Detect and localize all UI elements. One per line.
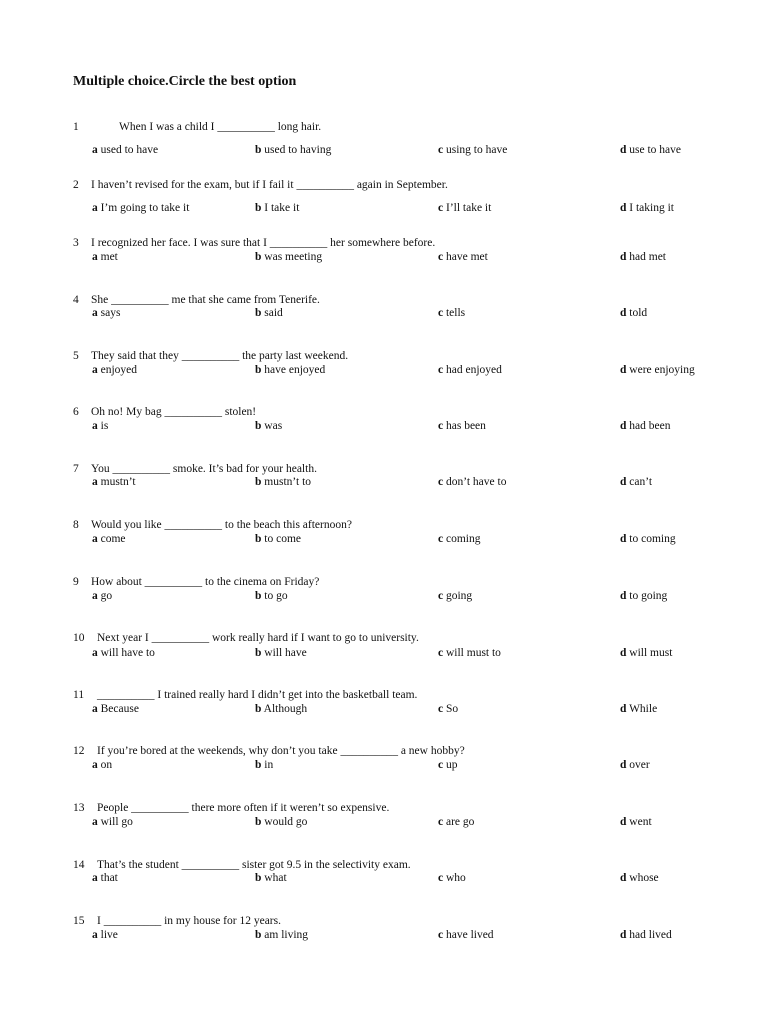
option-9-b[interactable] <box>255 589 288 603</box>
question-text: I recognized her face. I was sure that I __________ her somewhere before. <box>91 237 436 249</box>
option-letter: a <box>92 202 98 214</box>
option-letter: b <box>255 307 262 319</box>
option-letter: b <box>255 703 262 715</box>
option-2-c[interactable] <box>438 201 491 215</box>
option-letter: d <box>620 307 627 319</box>
option-10-a[interactable] <box>92 646 155 660</box>
option-letter: c <box>438 872 444 884</box>
option-7-b[interactable] <box>255 475 311 489</box>
option-letter: d <box>620 872 627 884</box>
option-4-a[interactable] <box>92 306 120 320</box>
question-14 <box>73 858 411 872</box>
question-text: Oh no! My bag __________ stolen! <box>91 406 257 418</box>
option-letter: c <box>438 759 444 771</box>
question-number: 12 <box>73 745 85 757</box>
option-5-d[interactable] <box>620 363 695 377</box>
option-9-a[interactable] <box>92 589 112 603</box>
question-2 <box>73 178 448 192</box>
question-15 <box>73 914 281 928</box>
option-text: that <box>100 872 118 884</box>
option-letter: b <box>255 251 262 263</box>
option-text: I take it <box>264 202 300 214</box>
option-12-a[interactable] <box>92 758 112 772</box>
option-text: was <box>264 420 283 432</box>
option-14-b[interactable] <box>255 871 287 885</box>
option-letter: a <box>92 476 98 488</box>
option-11-d[interactable] <box>620 702 657 716</box>
option-text: mustn’t to <box>264 476 312 488</box>
option-text: live <box>100 929 118 941</box>
option-letter: b <box>255 202 262 214</box>
option-letter: c <box>438 816 444 828</box>
option-11-c[interactable] <box>438 702 458 716</box>
option-15-a[interactable] <box>92 928 118 942</box>
question-11 <box>73 688 417 702</box>
option-text: I’ll take it <box>445 202 492 214</box>
option-text: While <box>629 703 658 715</box>
question-number: 14 <box>73 859 85 871</box>
option-letter: b <box>255 929 262 941</box>
option-12-d[interactable] <box>620 758 650 772</box>
option-text: come <box>100 533 126 545</box>
option-12-c[interactable] <box>438 758 457 772</box>
option-text: go <box>100 590 113 602</box>
option-letter: a <box>92 590 98 602</box>
question-12 <box>73 744 465 758</box>
option-7-a[interactable] <box>92 475 136 489</box>
option-text: Because <box>100 703 139 715</box>
option-text: had enjoyed <box>445 364 502 376</box>
option-letter: c <box>438 647 444 659</box>
option-6-d[interactable] <box>620 419 670 433</box>
option-text: to coming <box>629 533 676 545</box>
option-letter: a <box>92 929 98 941</box>
option-14-c[interactable] <box>438 871 466 885</box>
option-letter: a <box>92 703 98 715</box>
option-letter: d <box>620 364 627 376</box>
question-number: 15 <box>73 915 85 927</box>
question-number: 6 <box>73 406 79 418</box>
question-number: 3 <box>73 237 79 249</box>
option-letter: a <box>92 307 98 319</box>
question-text: I haven’t revised for the exam, but if I fail it __________ again in September. <box>91 179 448 191</box>
option-text: mustn’t <box>100 476 136 488</box>
option-letter: a <box>92 647 98 659</box>
option-text: said <box>264 307 283 319</box>
option-4-b[interactable] <box>255 306 283 320</box>
question-text: Would you like __________ to the beach this afternoon? <box>91 519 352 531</box>
question-number: 1 <box>73 121 79 133</box>
option-1-a[interactable] <box>92 143 158 157</box>
option-10-d[interactable] <box>620 646 672 660</box>
option-11-b[interactable] <box>255 702 307 716</box>
option-letter: b <box>255 144 262 156</box>
option-letter: c <box>438 533 444 545</box>
question-text: You __________ smoke. It’s bad for your health. <box>91 463 317 475</box>
question-5 <box>73 349 348 363</box>
option-text: to going <box>629 590 668 602</box>
option-text: have met <box>445 251 488 263</box>
option-letter: c <box>438 251 444 263</box>
option-text: I’m going to take it <box>100 202 190 214</box>
option-letter: b <box>255 872 262 884</box>
option-letter: b <box>255 816 262 828</box>
option-text: have lived <box>445 929 494 941</box>
option-text: met <box>100 251 118 263</box>
option-10-b[interactable] <box>255 646 307 660</box>
option-text: had lived <box>629 929 672 941</box>
option-text: to come <box>264 533 302 545</box>
option-6-c[interactable] <box>438 419 486 433</box>
question-number: 5 <box>73 350 79 362</box>
option-letter: d <box>620 703 627 715</box>
option-8-c[interactable] <box>438 532 480 546</box>
question-number: 11 <box>73 689 85 701</box>
question-number: 9 <box>73 576 79 588</box>
question-3 <box>73 236 435 250</box>
option-text: had been <box>629 420 671 432</box>
question-13 <box>73 801 389 815</box>
option-text: in <box>264 759 274 771</box>
option-letter: b <box>255 364 262 376</box>
option-text: coming <box>445 533 481 545</box>
option-text: will must <box>629 647 673 659</box>
option-10-c[interactable] <box>438 646 501 660</box>
option-13-a[interactable] <box>92 815 133 829</box>
question-text: __________ I trained really hard I didn’t get into the basketball team. <box>97 689 418 701</box>
option-14-a[interactable] <box>92 871 118 885</box>
option-letter: a <box>92 251 98 263</box>
option-letter: b <box>255 590 262 602</box>
option-text: use to have <box>629 144 682 156</box>
option-letter: d <box>620 476 627 488</box>
question-text: I __________ in my house for 12 years. <box>97 915 281 927</box>
option-text: up <box>445 759 458 771</box>
option-text: were enjoying <box>629 364 695 376</box>
page-title: Multiple choice.Circle the best option <box>73 74 297 89</box>
option-letter: c <box>438 590 444 602</box>
option-text: don’t have to <box>445 476 507 488</box>
option-text: enjoyed <box>100 364 138 376</box>
question-text: Next year I __________ work really hard if I want to go to university. <box>97 632 419 644</box>
question-number: 10 <box>73 632 85 644</box>
option-text: Although <box>263 703 308 715</box>
question-text: She __________ me that she came from Tenerife. <box>91 294 320 306</box>
option-letter: c <box>438 703 444 715</box>
option-15-b[interactable] <box>255 928 308 942</box>
question-4 <box>73 293 320 307</box>
option-text: will have to <box>100 647 155 659</box>
option-text: used to having <box>264 144 332 156</box>
option-text: used to have <box>100 144 159 156</box>
option-1-d[interactable] <box>620 143 681 157</box>
option-text: am living <box>264 929 309 941</box>
option-3-c[interactable] <box>438 250 488 264</box>
option-text: are go <box>445 816 475 828</box>
option-1-c[interactable] <box>438 143 507 157</box>
option-letter: c <box>438 202 444 214</box>
option-letter: a <box>92 533 98 545</box>
question-text: When I was a child I __________ long hair. <box>119 121 322 133</box>
option-text: who <box>445 872 466 884</box>
option-text: going <box>445 590 473 602</box>
option-letter: d <box>620 929 627 941</box>
option-letter: a <box>92 872 98 884</box>
question-8 <box>73 518 352 532</box>
question-text: They said that they __________ the party last weekend. <box>91 350 349 362</box>
option-text: I taking it <box>629 202 674 214</box>
option-letter: d <box>620 647 627 659</box>
option-3-a[interactable] <box>92 250 118 264</box>
option-letter: a <box>92 144 98 156</box>
option-text: tells <box>445 307 466 319</box>
option-text: So <box>445 703 459 715</box>
question-number: 8 <box>73 519 79 531</box>
option-text: what <box>264 872 287 884</box>
option-letter: b <box>255 759 262 771</box>
option-letter: a <box>92 816 98 828</box>
option-letter: c <box>438 307 444 319</box>
option-1-b[interactable] <box>255 143 331 157</box>
option-5-c[interactable] <box>438 363 502 377</box>
question-9 <box>73 575 319 589</box>
question-number: 4 <box>73 294 79 306</box>
option-8-b[interactable] <box>255 532 301 546</box>
question-10 <box>73 631 419 645</box>
option-text: to go <box>264 590 288 602</box>
option-text: will must to <box>445 647 501 659</box>
option-letter: b <box>255 476 262 488</box>
option-letter: d <box>620 251 627 263</box>
question-text: That’s the student __________ sister got 9.5 in the selectivity exam. <box>97 859 411 871</box>
option-6-a[interactable] <box>92 419 108 433</box>
option-15-d[interactable] <box>620 928 672 942</box>
question-number: 2 <box>73 179 79 191</box>
option-text: using to have <box>445 144 508 156</box>
question-text: How about __________ to the cinema on Friday? <box>91 576 320 588</box>
option-4-d[interactable] <box>620 306 647 320</box>
question-7 <box>73 462 317 476</box>
option-letter: a <box>92 759 98 771</box>
option-9-c[interactable] <box>438 589 472 603</box>
option-2-a[interactable] <box>92 201 189 215</box>
question-number: 13 <box>73 802 85 814</box>
option-letter: d <box>620 590 627 602</box>
option-letter: b <box>255 647 262 659</box>
option-text: went <box>629 816 652 828</box>
question-6 <box>73 405 256 419</box>
option-8-d[interactable] <box>620 532 676 546</box>
option-letter: b <box>255 420 262 432</box>
option-letter: c <box>438 144 444 156</box>
option-text: is <box>100 420 109 432</box>
option-text: will go <box>100 816 133 828</box>
option-text: whose <box>629 872 659 884</box>
option-letter: d <box>620 202 627 214</box>
option-letter: d <box>620 533 627 545</box>
option-letter: a <box>92 364 98 376</box>
option-14-d[interactable] <box>620 871 659 885</box>
option-13-d[interactable] <box>620 815 652 829</box>
option-letter: a <box>92 420 98 432</box>
option-7-d[interactable] <box>620 475 652 489</box>
question-1 <box>73 120 321 134</box>
option-8-a[interactable] <box>92 532 126 546</box>
option-text: would go <box>264 816 308 828</box>
option-3-b[interactable] <box>255 250 322 264</box>
option-2-b[interactable] <box>255 201 299 215</box>
option-text: has been <box>445 420 486 432</box>
option-letter: c <box>438 420 444 432</box>
option-text: on <box>100 759 113 771</box>
option-text: will have <box>264 647 307 659</box>
option-2-d[interactable] <box>620 201 674 215</box>
option-13-c[interactable] <box>438 815 474 829</box>
option-12-b[interactable] <box>255 758 273 772</box>
option-11-a[interactable] <box>92 702 139 716</box>
option-letter: d <box>620 420 627 432</box>
option-5-a[interactable] <box>92 363 137 377</box>
option-7-c[interactable] <box>438 475 506 489</box>
option-13-b[interactable] <box>255 815 307 829</box>
question-text: People __________ there more often if it weren’t so expensive. <box>97 802 390 814</box>
option-text: told <box>629 307 648 319</box>
option-3-d[interactable] <box>620 250 666 264</box>
option-letter: c <box>438 476 444 488</box>
option-15-c[interactable] <box>438 928 494 942</box>
option-text: have enjoyed <box>264 364 326 376</box>
option-text: had met <box>629 251 667 263</box>
option-4-c[interactable] <box>438 306 465 320</box>
option-text: says <box>100 307 121 319</box>
option-9-d[interactable] <box>620 589 667 603</box>
option-text: was meeting <box>264 251 323 263</box>
question-text: If you’re bored at the weekends, why don’t you take __________ a new hobby? <box>97 745 465 757</box>
option-letter: d <box>620 816 627 828</box>
option-text: can’t <box>629 476 653 488</box>
option-text: over <box>629 759 650 771</box>
option-letter: d <box>620 759 627 771</box>
option-letter: d <box>620 144 627 156</box>
option-5-b[interactable] <box>255 363 325 377</box>
option-6-b[interactable] <box>255 419 282 433</box>
option-letter: b <box>255 533 262 545</box>
option-letter: c <box>438 929 444 941</box>
question-number: 7 <box>73 463 79 475</box>
option-letter: c <box>438 364 444 376</box>
